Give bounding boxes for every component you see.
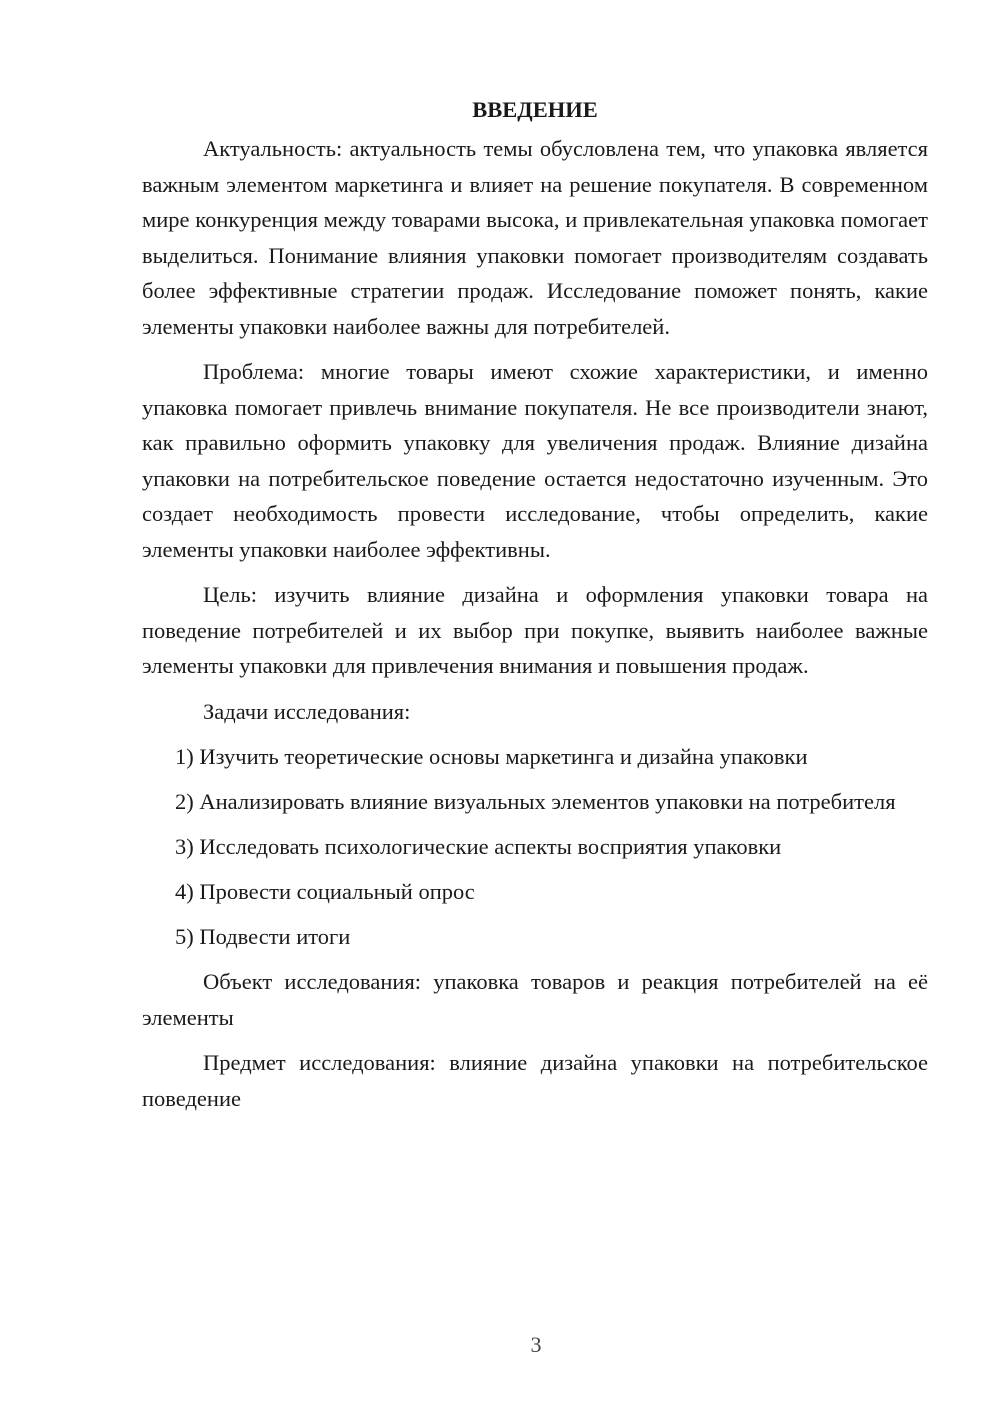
document-page bbox=[142, 92, 928, 1126]
page-number: 3 bbox=[530, 1332, 542, 1357]
paragraph-problem: Проблема: многие товары имеют схожие характеристики, и именно упаковка помогает привлечь внимание покупателя. Не все производители знают, как правильно оформить упаковку для увеличения продаж. Влияние дизайна упаковки на потребительское поведение остается недостаточно изученным. Это создает необходимость провести исследование, чтобы определить, какие элементы упаковки наиболее эффективны. bbox=[142, 359, 928, 562]
list-item: 2) Анализировать влияние визуальных элементов упаковки на потребителя bbox=[175, 789, 896, 814]
list-item: 5) Подвести итоги bbox=[175, 924, 351, 949]
paragraph-relevance: Актуальность: актуальность темы обусловлена тем, что упаковка является важным элементом маркетинга и влияет на решение покупателя. В современном мире конкуренция между товарами высока, и привлекательная упаковка помогает выделиться. Понимание влияния упаковки помогает производителям создавать более эффективные стратегии продаж. Исследование поможет понять, какие элементы упаковки наиболее важны для потребителей. bbox=[142, 136, 928, 339]
page-title: ВВЕДЕНИЕ bbox=[472, 97, 598, 122]
list-item: 3) Исследовать психологические аспекты восприятия упаковки bbox=[175, 834, 782, 859]
list-item: 1) Изучить теоретические основы маркетинга и дизайна упаковки bbox=[175, 744, 808, 769]
paragraph-goal: Цель: изучить влияние дизайна и оформления упаковки товара на поведение потребителей и их выбор при покупке, выявить наиболее важные элементы упаковки для привлечения внимания и повышения продаж. bbox=[142, 582, 928, 678]
paragraph-object: Объект исследования: упаковка товаров и реакция потребителей на её элементы bbox=[142, 969, 928, 1030]
paragraph-subject: Предмет исследования: влияние дизайна упаковки на потребительское поведение bbox=[142, 1050, 928, 1111]
paragraph-tasks-intro: Задачи исследования: bbox=[203, 698, 411, 724]
list-item: 4) Провести социальный опрос bbox=[175, 879, 475, 904]
